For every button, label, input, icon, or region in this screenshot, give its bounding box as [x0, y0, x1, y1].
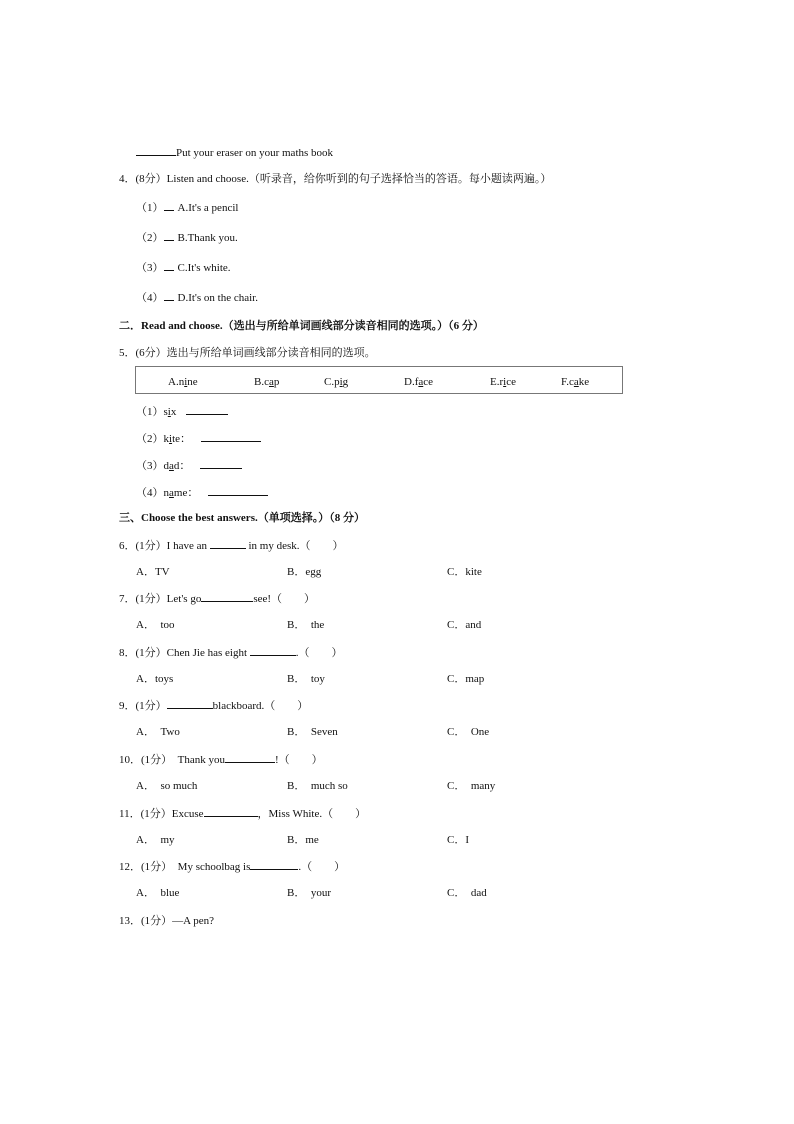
choice-prefix: E.r — [490, 376, 504, 388]
question-13-label: 13．(1分）—A pen? — [119, 915, 215, 927]
option-a[interactable]: A． my — [136, 834, 175, 846]
question-5-item — [136, 458, 242, 473]
top-item — [136, 145, 333, 160]
answer-blank[interactable] — [164, 290, 174, 301]
mc-question — [119, 859, 345, 874]
option-a[interactable]: A． so much — [136, 780, 198, 792]
choice-prefix: C.p — [324, 376, 340, 388]
underlined-letter: i — [503, 376, 507, 388]
underlined-letter: i — [169, 433, 173, 445]
phonics-choice — [254, 375, 279, 389]
word-suffix: te — [172, 433, 181, 445]
answer-blank[interactable] — [204, 806, 258, 817]
choice-suffix: ne — [187, 376, 198, 388]
choice-prefix: F.c — [561, 376, 574, 388]
question-4-item — [136, 290, 258, 305]
question-stem-end: ，Miss White.（ ） — [257, 808, 367, 820]
underlined-letter: a — [573, 376, 579, 388]
underlined-letter: i — [339, 376, 343, 388]
item-number: （4） — [136, 487, 164, 499]
question-5-choices-box — [135, 366, 623, 394]
answer-blank[interactable] — [200, 458, 242, 469]
word-prefix: k — [163, 433, 169, 445]
question-4-item — [136, 260, 231, 275]
colon: ： — [187, 487, 199, 499]
word-prefix: d — [163, 460, 169, 472]
item-number: （4） — [136, 292, 164, 304]
item-text: A.It's a pencil — [177, 202, 239, 214]
option-b[interactable]: B． toy — [287, 673, 325, 685]
option-a[interactable]: A． too — [136, 619, 175, 631]
question-stem-start: 7．(1分）Let's go — [119, 593, 202, 605]
phonics-choice — [324, 375, 348, 389]
question-stem-end: !（ ） — [275, 754, 323, 766]
mc-question — [119, 591, 315, 606]
option-c[interactable]: C． dad — [447, 887, 487, 899]
word-suffix: me — [173, 487, 188, 499]
question-stem-end: in my desk.（ ） — [245, 540, 344, 552]
question-5-item — [136, 431, 261, 446]
question-5-item — [136, 404, 228, 419]
question-stem-start: 9．(1分） — [119, 700, 167, 712]
underlined-letter: a — [169, 487, 174, 499]
answer-blank[interactable] — [167, 698, 213, 709]
underlined-letter: a — [418, 376, 424, 388]
answer-blank[interactable] — [250, 645, 296, 656]
answer-blank[interactable] — [164, 260, 174, 271]
item-number: （3） — [136, 262, 164, 274]
answer-blank[interactable] — [225, 752, 275, 763]
option-b[interactable]: B． your — [287, 887, 331, 899]
choice-suffix: p — [273, 376, 280, 388]
answer-blank[interactable] — [164, 200, 174, 211]
answer-blank[interactable] — [164, 230, 174, 241]
question-stem-start: 6．(1分）I have an — [119, 540, 210, 552]
question-stem-end: .（ ） — [298, 861, 346, 873]
answer-blank[interactable] — [250, 859, 298, 870]
phonics-choice — [168, 375, 198, 389]
question-stem-end: .（ ） — [295, 647, 343, 659]
question-stem-start: 11．(1分）Excuse — [119, 808, 204, 820]
question-stem-start: 10．(1分） Thank you — [119, 754, 226, 766]
option-c[interactable]: C．kite — [447, 566, 482, 578]
mc-question — [119, 806, 366, 821]
mc-question — [119, 698, 308, 713]
option-c[interactable]: C．map — [447, 673, 485, 685]
option-b[interactable]: B． Seven — [287, 726, 338, 738]
choice-prefix: A.n — [168, 376, 185, 388]
question-4-item — [136, 230, 238, 245]
answer-blank[interactable] — [201, 591, 253, 602]
word-suffix: d — [173, 460, 180, 472]
answer-blank[interactable] — [136, 145, 176, 156]
choice-suffix: ke — [578, 376, 590, 388]
word-prefix: s — [163, 406, 168, 418]
phonics-choice — [490, 375, 516, 389]
item-text: B.Thank you. — [177, 232, 238, 244]
underlined-letter: i — [167, 406, 171, 418]
option-a[interactable]: A． Two — [136, 726, 180, 738]
question-5-label: 5．(6分）选出与所给单词画线部分读音相同的选项。 — [119, 347, 376, 359]
option-b[interactable]: B．me — [287, 834, 319, 846]
question-stem-end: see!（ ） — [253, 593, 316, 605]
item-number: （2） — [136, 232, 164, 244]
mc-question — [119, 538, 344, 553]
underlined-letter: i — [184, 376, 188, 388]
item-number: （1） — [136, 202, 164, 214]
question-4-label: 4．(8分）Listen and choose.（听录音，给你听到的句子选择恰当的答语。每小题读两遍。） — [119, 173, 552, 185]
question-5-item — [136, 485, 268, 500]
choice-suffix: g — [342, 376, 349, 388]
choice-suffix: ce — [506, 376, 516, 388]
option-a[interactable]: A．toys — [136, 673, 174, 685]
word-suffix: x — [170, 406, 177, 418]
item-number: （3） — [136, 460, 164, 472]
top-item-text: Put your eraser on your maths book — [176, 147, 334, 159]
question-stem-start: 8．(1分）Chen Jie has eight — [119, 647, 250, 659]
colon: ： — [180, 433, 192, 445]
item-text: C.It's white. — [177, 262, 231, 274]
colon: ： — [179, 460, 191, 472]
underlined-letter: a — [169, 460, 174, 472]
mc-question — [119, 645, 343, 660]
phonics-choice — [561, 375, 589, 389]
option-c[interactable]: C． many — [447, 780, 496, 792]
underlined-letter: a — [268, 376, 274, 388]
answer-blank[interactable] — [201, 431, 261, 442]
section-2-title: 二．Read and choose.（选出与所给单词画线部分读音相同的选项。）（6 分） — [119, 320, 484, 332]
answer-blank[interactable] — [186, 404, 228, 415]
question-stem-end: blackboard.（ ） — [212, 700, 309, 712]
choice-prefix: B.c — [254, 376, 269, 388]
option-b[interactable]: B． the — [287, 619, 325, 631]
answer-blank[interactable] — [208, 485, 268, 496]
item-number: （1） — [136, 406, 164, 418]
mc-question — [119, 752, 323, 767]
option-a[interactable]: A． blue — [136, 887, 180, 899]
option-b[interactable]: B．egg — [287, 566, 322, 578]
option-c[interactable]: C． One — [447, 726, 490, 738]
option-b[interactable]: B． much so — [287, 780, 348, 792]
choice-prefix: D.f — [404, 376, 419, 388]
word-prefix: n — [163, 487, 169, 499]
item-number: （2） — [136, 433, 164, 445]
option-a[interactable]: A．TV — [136, 566, 170, 578]
question-4-item — [136, 200, 238, 215]
item-text: D.It's on the chair. — [177, 292, 258, 304]
answer-blank[interactable] — [210, 538, 246, 549]
section-3-title: 三、Choose the best answers.（单项选择。）（8 分） — [119, 512, 365, 524]
question-stem-start: 12．(1分） My schoolbag is — [119, 861, 251, 873]
phonics-choice — [404, 375, 433, 389]
option-c[interactable]: C．and — [447, 619, 482, 631]
choice-suffix: ce — [423, 376, 434, 388]
option-c[interactable]: C．I — [447, 834, 469, 846]
